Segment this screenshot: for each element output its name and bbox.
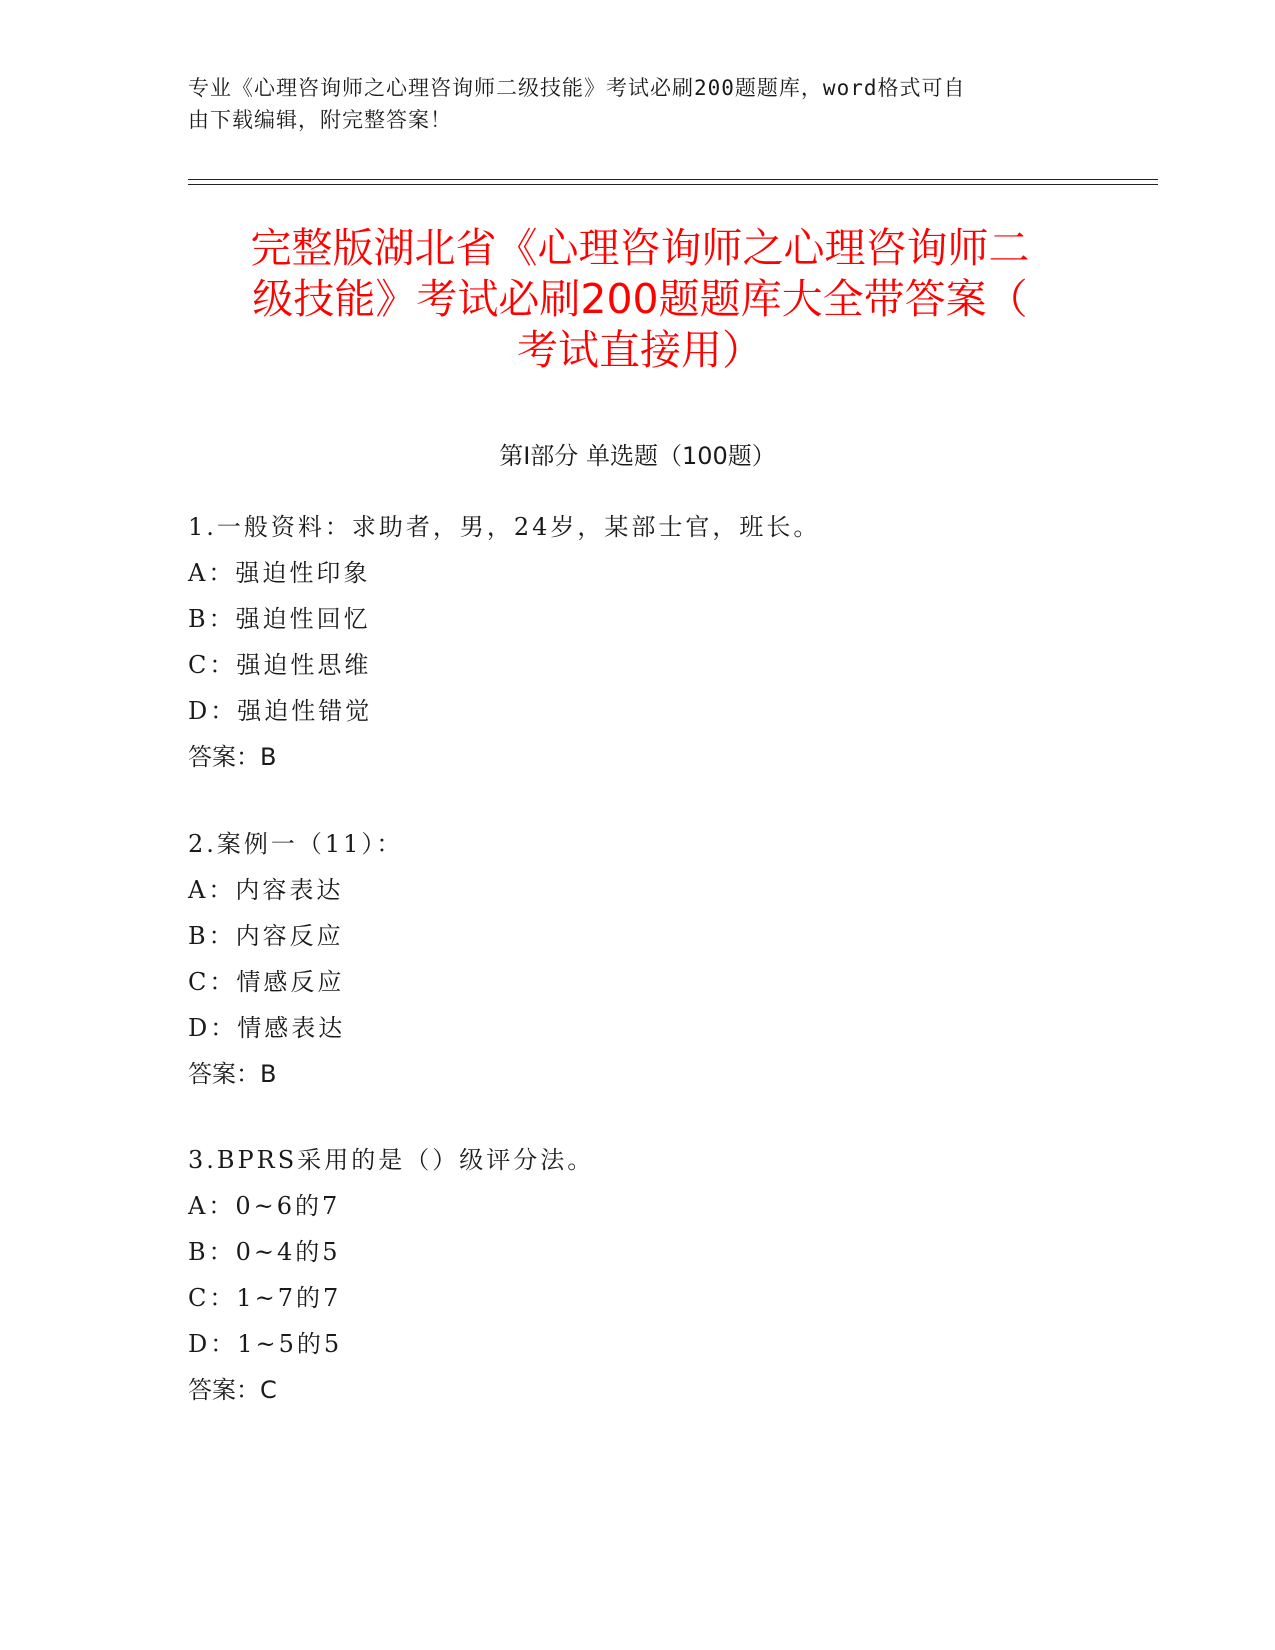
option-d: D：情感表达 [188, 1014, 346, 1042]
option-c: C：强迫性思维 [188, 651, 372, 679]
option-c: C：情感反应 [188, 968, 345, 996]
intro-line-1: 专业《心理咨询师之心理咨询师二级技能》考试必刷200题题库，word格式可自 [188, 76, 966, 100]
intro-line-2: 由下载编辑，附完整答案！ [188, 108, 452, 132]
answer-line: 答案：B [188, 743, 277, 771]
option-b: B：内容反应 [188, 922, 344, 950]
question-3 [188, 1137, 1088, 1413]
option-a: A：0~6的7 [188, 1192, 341, 1220]
title-line-3: 考试直接用） [517, 326, 763, 374]
question-stem: 2.案例一（11）： [188, 830, 404, 858]
answer-line: 答案：C [188, 1376, 277, 1404]
option-b: B：强迫性回忆 [188, 605, 371, 633]
header-divider-bottom [188, 184, 1158, 185]
question-2 [188, 821, 1088, 1097]
question-stem: 3.BPRS采用的是（）级评分法。 [188, 1146, 595, 1174]
question-1 [188, 504, 1088, 780]
option-a: A：强迫性印象 [188, 559, 371, 587]
answer-line: 答案：B [188, 1060, 277, 1088]
option-c: C：1~7的7 [188, 1284, 342, 1312]
title-line-2: 级技能》考试必刷200题题库大全带答案（ [252, 275, 1028, 323]
option-b: B：0~4的5 [188, 1238, 341, 1266]
question-stem: 1.一般资料：求助者，男，24岁，某部士官，班长。 [188, 513, 821, 541]
option-d: D：强迫性错觉 [188, 697, 373, 725]
title-line-1: 完整版湖北省《心理咨询师之心理咨询师二 [250, 224, 1030, 272]
option-a: A：内容表达 [188, 876, 344, 904]
document-title [190, 223, 1090, 376]
section-heading: 第I部分 单选题（100题） [499, 442, 776, 470]
intro-text [188, 72, 1068, 136]
header-divider-top [188, 179, 1158, 180]
option-d: D：1~5的5 [188, 1330, 343, 1358]
